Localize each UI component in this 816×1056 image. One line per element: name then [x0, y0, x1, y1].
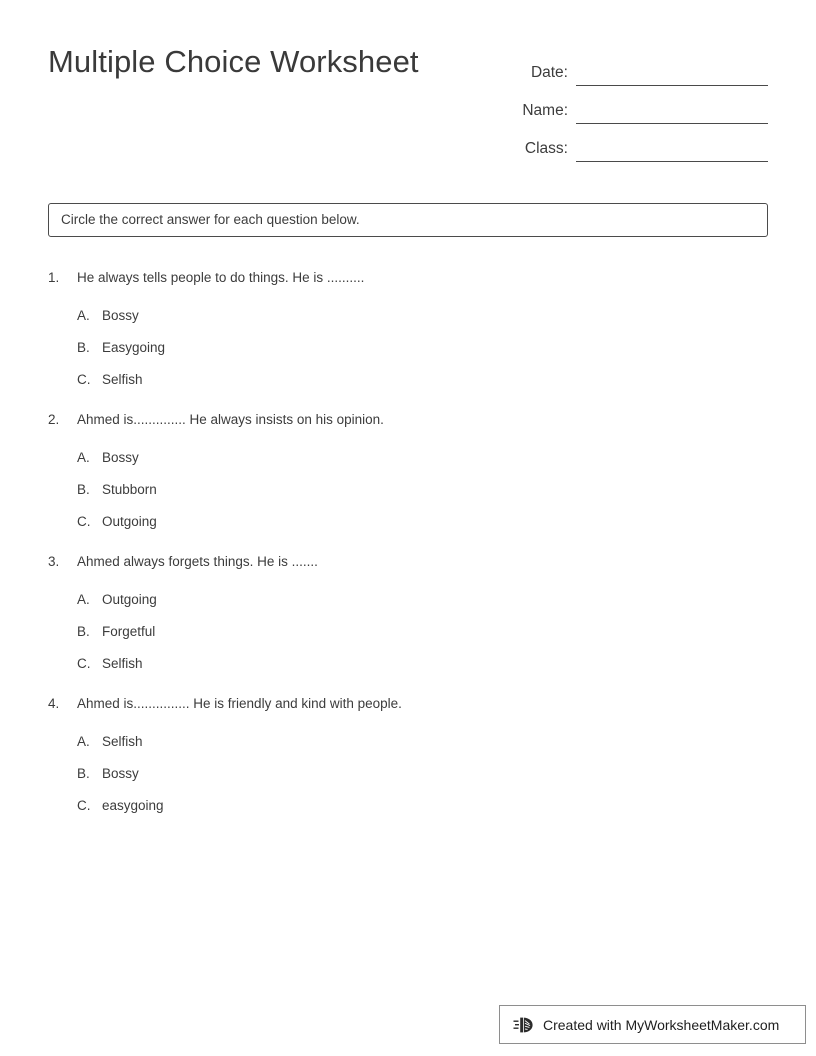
option-text: Forgetful	[102, 624, 156, 639]
option-letter: A.	[77, 308, 90, 323]
question-number: 2.	[48, 412, 60, 427]
question-text: Ahmed is.............. He always insists on his opinion.	[77, 412, 384, 427]
footer-attribution-badge[interactable]	[499, 1005, 806, 1044]
question-prompt	[48, 410, 778, 430]
class-field-input[interactable]	[576, 139, 768, 162]
instructions-box	[48, 203, 768, 237]
question-item	[48, 410, 778, 532]
option-letter: A.	[77, 734, 90, 749]
worksheet-maker-logo-icon	[513, 1013, 537, 1037]
option-letter: B.	[77, 482, 90, 497]
question-prompt	[48, 268, 778, 288]
option-text: Bossy	[102, 450, 139, 465]
footer-attribution-text: Created with MyWorksheetMaker.com	[543, 1016, 780, 1033]
option-text: Selfish	[102, 372, 143, 387]
worksheet-header	[48, 42, 768, 162]
option-text: Easygoing	[102, 340, 166, 355]
name-field-row	[478, 86, 768, 124]
option-text: Bossy	[102, 308, 139, 323]
option-item[interactable]	[77, 306, 778, 326]
options-list	[48, 732, 778, 816]
option-text: Selfish	[102, 734, 143, 749]
option-text: Stubborn	[102, 482, 157, 497]
questions-list	[48, 268, 778, 836]
options-list	[48, 306, 778, 390]
date-field-row	[478, 48, 768, 86]
option-text: Outgoing	[102, 592, 157, 607]
option-letter: B.	[77, 766, 90, 781]
option-item[interactable]	[77, 338, 778, 358]
option-letter: A.	[77, 450, 90, 465]
option-letter: C.	[77, 514, 91, 529]
page-title: Multiple Choice Worksheet	[48, 44, 419, 79]
option-item[interactable]	[77, 654, 778, 674]
question-item	[48, 552, 778, 674]
option-item[interactable]	[77, 448, 778, 468]
option-letter: C.	[77, 656, 91, 671]
option-item[interactable]	[77, 590, 778, 610]
question-number: 1.	[48, 270, 60, 285]
option-text: easygoing	[102, 798, 164, 813]
class-field-row	[478, 124, 768, 162]
option-item[interactable]	[77, 622, 778, 642]
question-item	[48, 268, 778, 390]
question-number: 4.	[48, 696, 60, 711]
option-letter: B.	[77, 624, 90, 639]
question-text: He always tells people to do things. He is ..........	[77, 270, 365, 285]
name-field-label: Name:	[522, 102, 568, 119]
option-item[interactable]	[77, 512, 778, 532]
option-item[interactable]	[77, 732, 778, 752]
name-field-input[interactable]	[576, 101, 768, 124]
option-item[interactable]	[77, 370, 778, 390]
question-item	[48, 694, 778, 816]
option-text: Outgoing	[102, 514, 157, 529]
option-text: Selfish	[102, 656, 143, 671]
instructions-text: Circle the correct answer for each question below.	[61, 212, 360, 227]
question-text: Ahmed is............... He is friendly and kind with people.	[77, 696, 402, 711]
option-letter: C.	[77, 372, 91, 387]
date-field-label: Date:	[530, 64, 568, 81]
option-item[interactable]	[77, 796, 778, 816]
option-letter: B.	[77, 340, 90, 355]
question-prompt	[48, 552, 778, 572]
question-text: Ahmed always forgets things. He is .......	[77, 554, 318, 569]
option-letter: A.	[77, 592, 90, 607]
options-list	[48, 448, 778, 532]
date-field-input[interactable]	[576, 63, 768, 86]
option-text: Bossy	[102, 766, 139, 781]
class-field-label: Class:	[524, 140, 568, 157]
option-item[interactable]	[77, 764, 778, 784]
option-letter: C.	[77, 798, 91, 813]
student-info-fields	[478, 48, 768, 162]
option-item[interactable]	[77, 480, 778, 500]
question-prompt	[48, 694, 778, 714]
options-list	[48, 590, 778, 674]
question-number: 3.	[48, 554, 60, 569]
